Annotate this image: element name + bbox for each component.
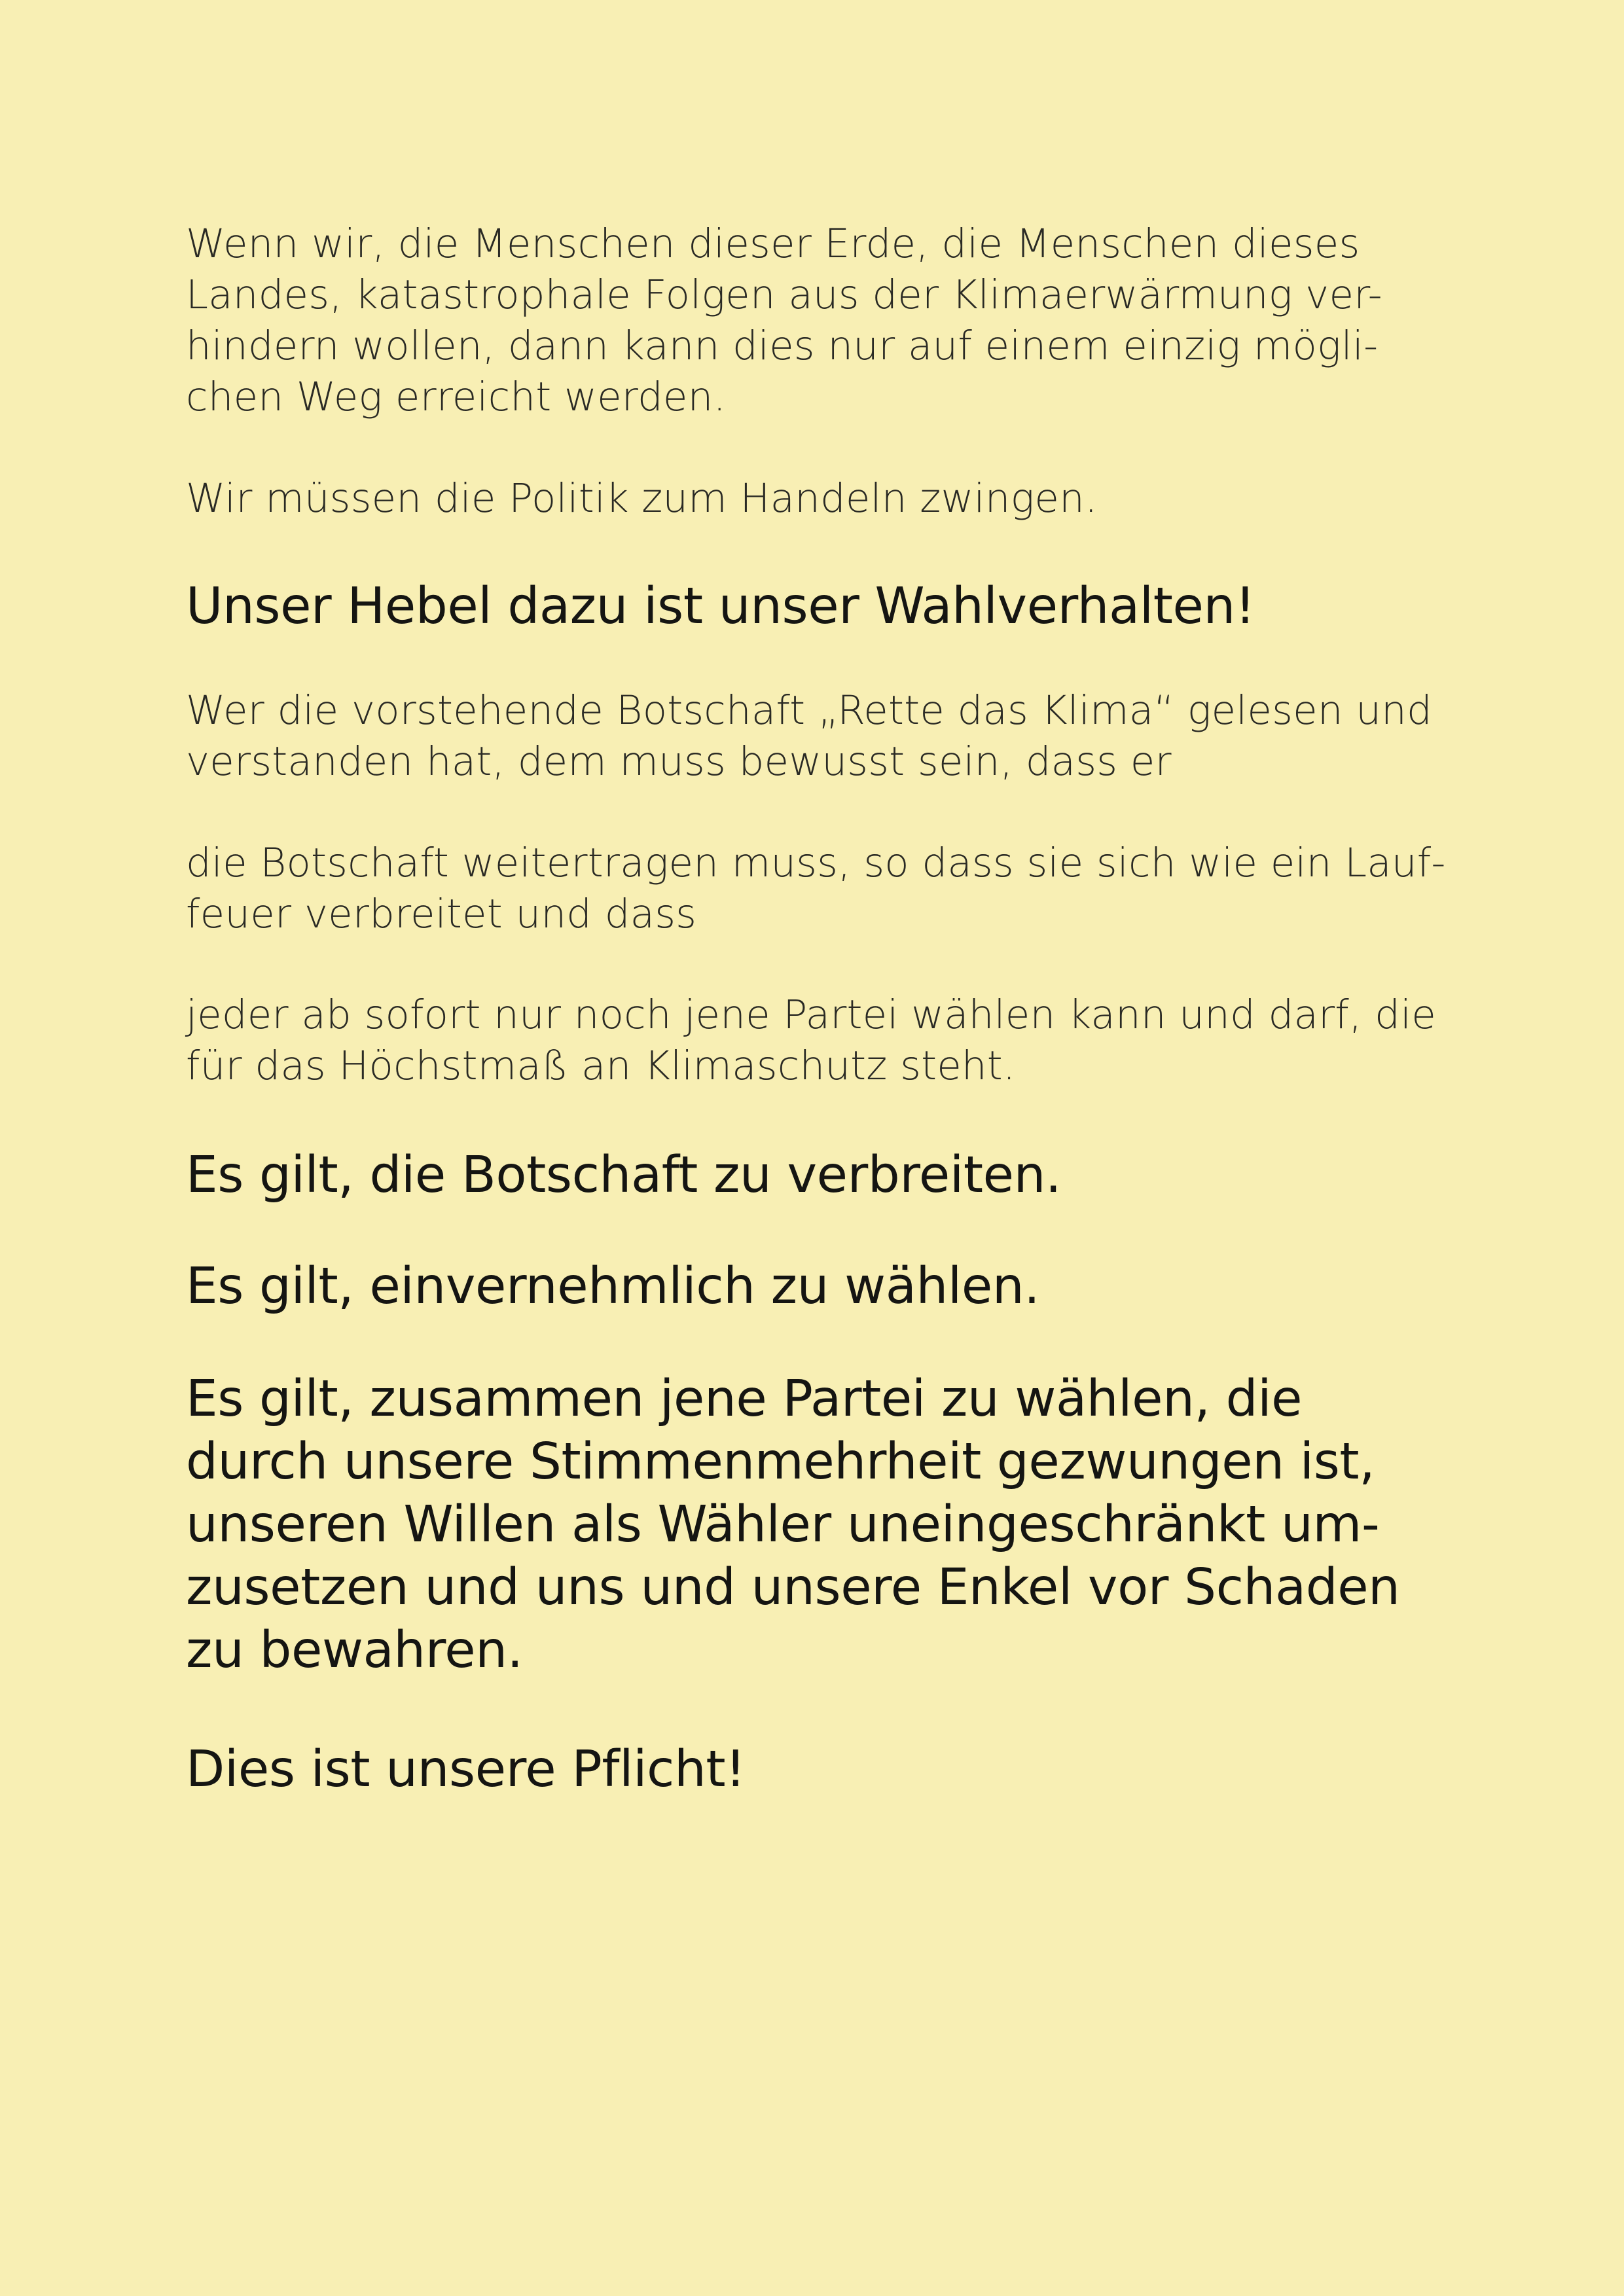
intro-paragraph: Wenn wir, die Menschen dieser Erde, die Menschen dieses Landes, katastrophale Folgen aus der Klimaerwärmung ver- hindern wollen, dann kann dies nur auf einem einzig mögli- chen Weg erreicht werden. bbox=[186, 221, 1382, 420]
together-heading: Es gilt, zusammen jene Partei zu wählen, die durch unsere Stimmenmehrheit gezwungen ist, unseren Willen als Wähler uneingeschränkt um- zusetzen und uns und unsere Enkel vor Schaden zu bewahren. bbox=[186, 1370, 1400, 1679]
must-force-politics-text: Wir müssen die Politik zum Handeln zwingen. bbox=[186, 475, 1098, 522]
spread-paragraph: die Botschaft weitertragen muss, so dass sie sich wie ein Lauf- feuer verbreitet und dass bbox=[186, 840, 1446, 937]
lever-heading: Unser Hebel dazu ist unser Wahlverhalten! bbox=[186, 577, 1255, 636]
spread-heading: Es gilt, die Botschaft zu verbreiten. bbox=[186, 1146, 1062, 1204]
consensus-heading: Es gilt, einvernehmlich zu wählen. bbox=[186, 1257, 1040, 1316]
vote-paragraph: jeder ab sofort nur noch jene Partei wählen kann und darf, die für das Höchstmaß an Klimaschutz steht. bbox=[186, 992, 1436, 1089]
message-read-paragraph: Wer die vorstehende Botschaft „Rette das Klima“ gelesen und verstanden hat, dem muss bewusst sein, dass er bbox=[186, 687, 1432, 785]
duty-heading: Dies ist unsere Pflicht! bbox=[186, 1740, 746, 1799]
